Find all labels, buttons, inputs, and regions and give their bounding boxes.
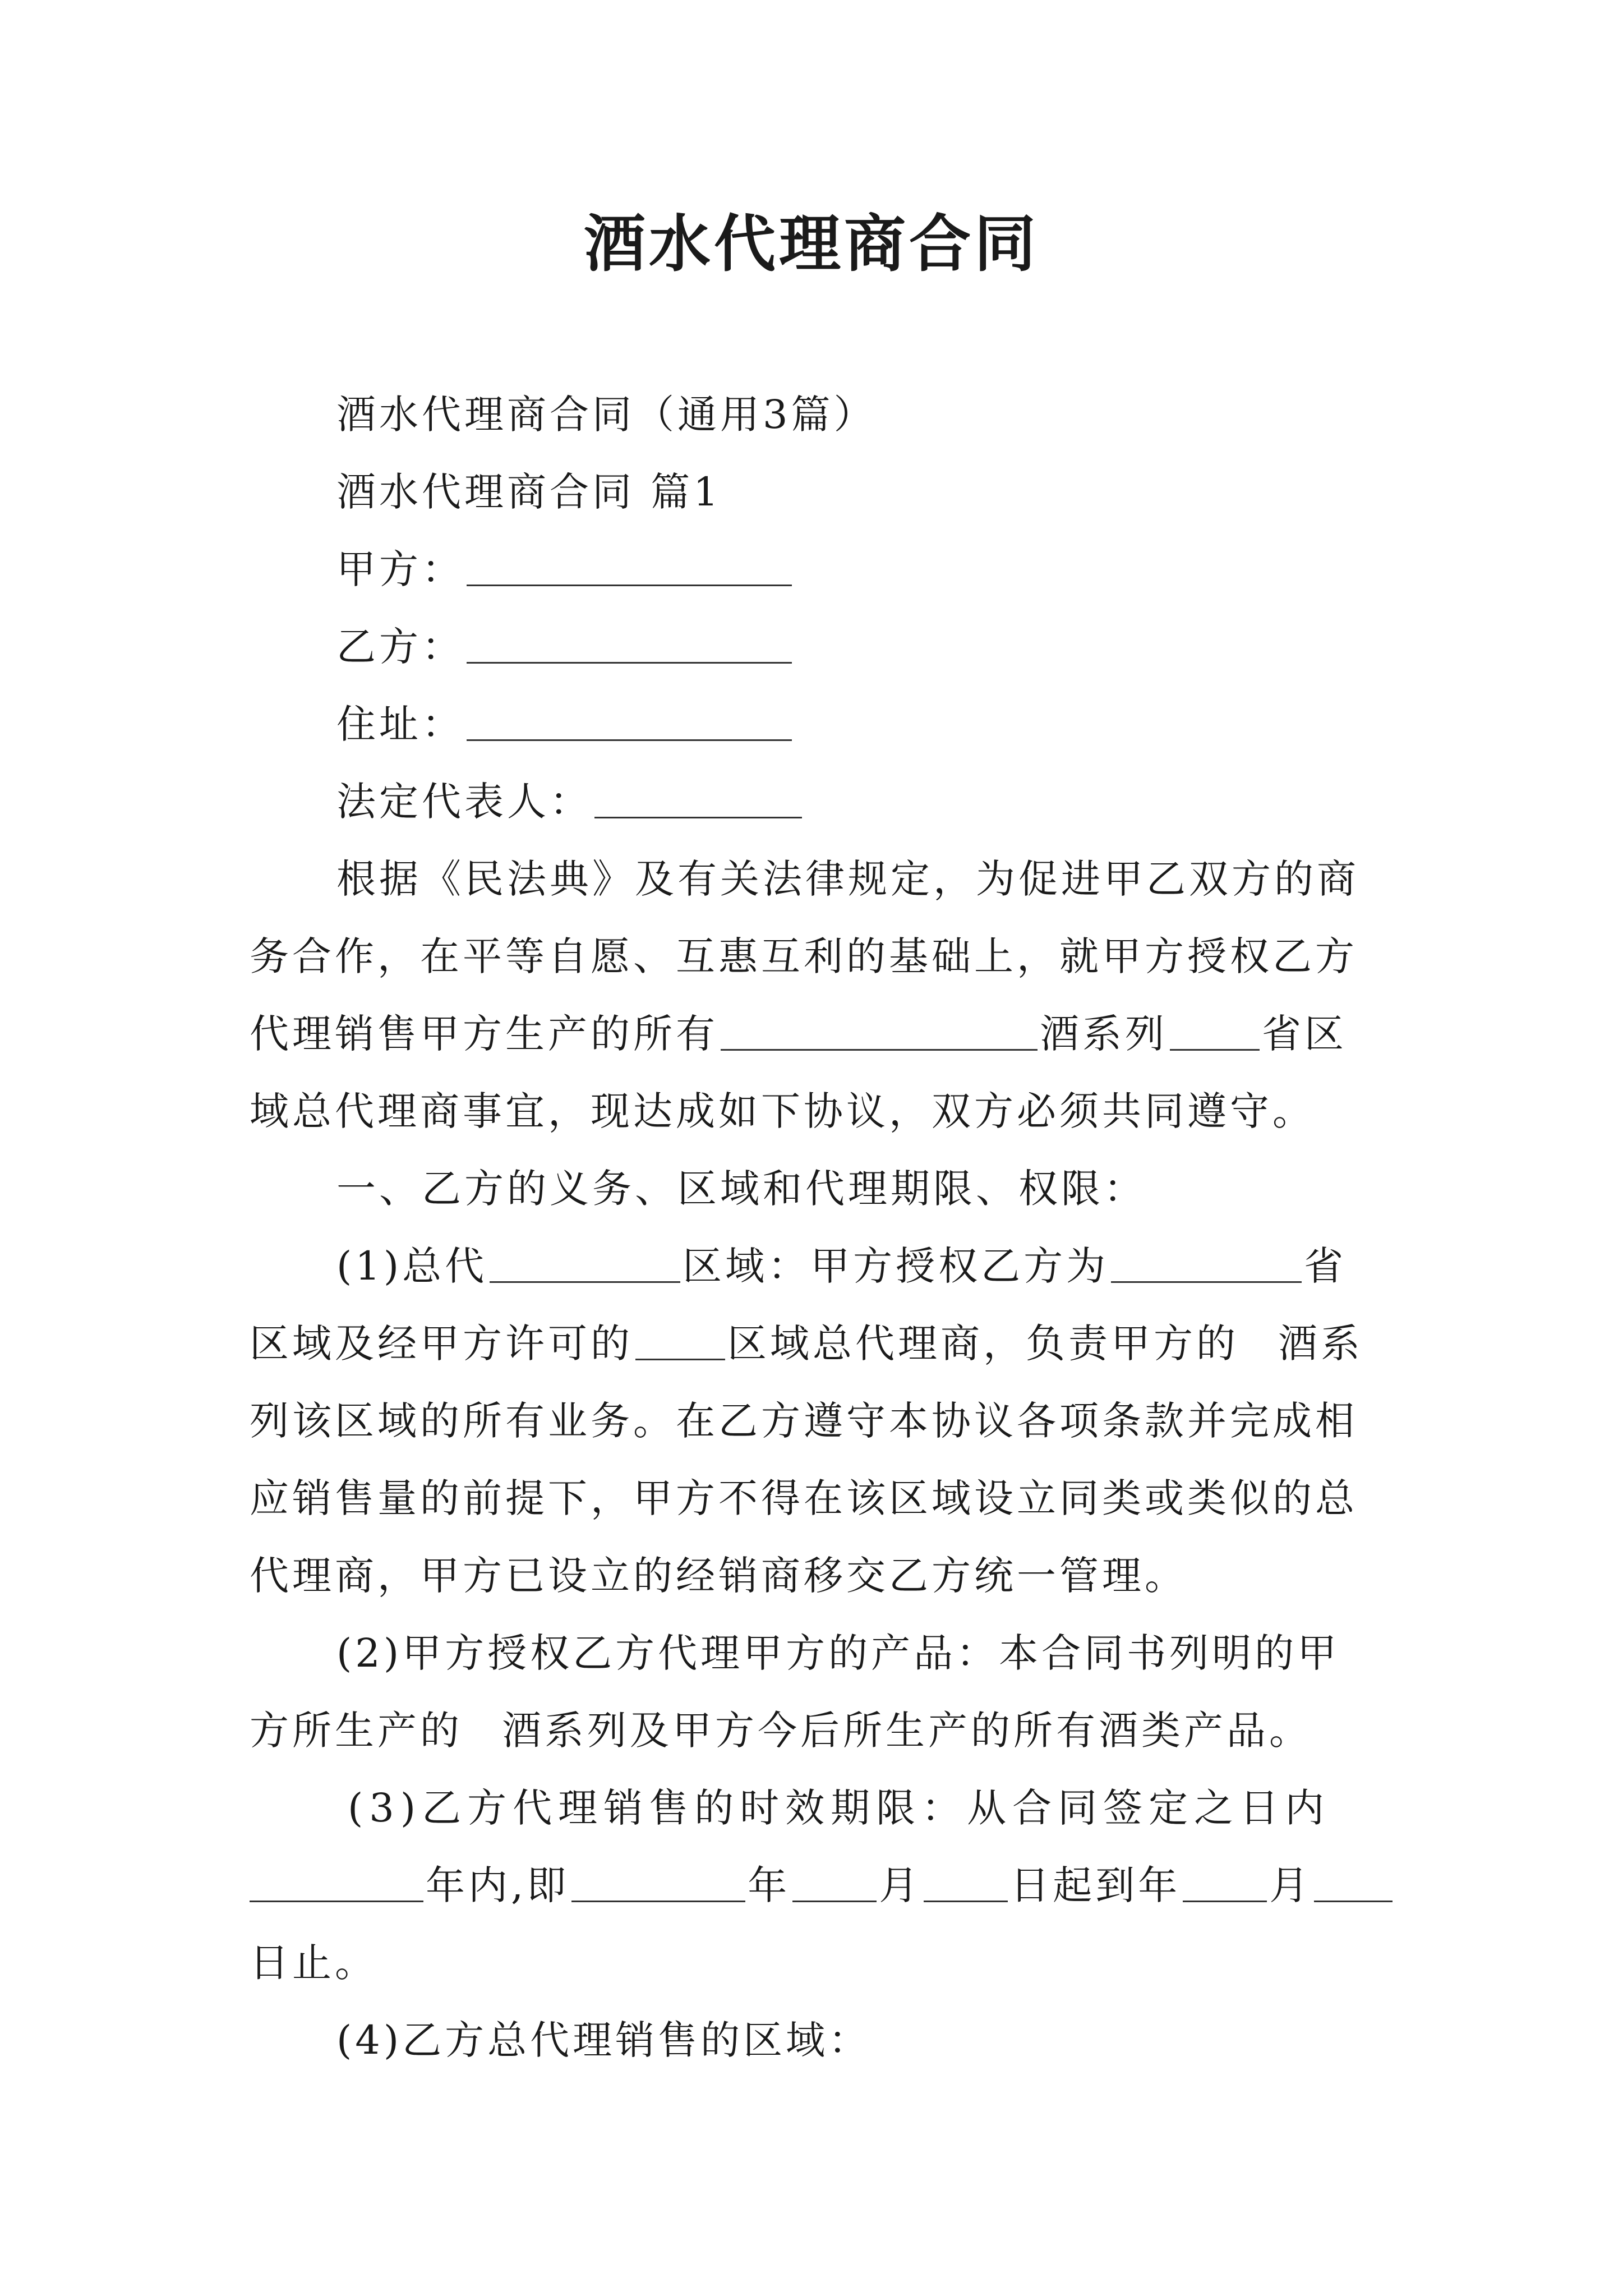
legal-rep-line — [250, 763, 1388, 840]
clause-3-line: 日止。 — [250, 1940, 377, 1986]
document-title: 酒水代理商合同 — [584, 208, 1039, 280]
legal-rep-label: 法定代表人： — [336, 779, 592, 825]
clause-text: (1)总代 — [336, 1243, 488, 1289]
preamble-line: 域总代理商事宜，现达成如下协议，双方必须共同遵守。 — [250, 1088, 1315, 1134]
clause-3-line — [250, 1847, 1388, 1924]
clause-text: 区域及经甲方许可的 — [250, 1320, 633, 1366]
party-a-label: 甲方： — [336, 546, 464, 592]
clause-1-line: 应销售量的前提下，甲方不得在该区域设立同类或类似的总 — [250, 1475, 1358, 1521]
end-month-blank — [1183, 1867, 1267, 1902]
province-blank — [1170, 1015, 1260, 1051]
years-blank — [250, 1867, 423, 1902]
preamble-text: 省区 — [1262, 1011, 1347, 1057]
clause-4-line: (4)乙方总代理销售的区域： — [336, 2017, 872, 2063]
clause-1-line — [250, 1227, 1388, 1305]
party-a-line — [250, 531, 1388, 608]
clause-text: 月 — [1269, 1862, 1312, 1908]
clause-1-line — [250, 1305, 1388, 1382]
preamble-line: 根据《民法典》及有关法律规定，为促进甲乙双方的商 — [336, 856, 1359, 902]
party-b-label: 乙方： — [336, 624, 464, 670]
clause-text: 年 — [748, 1862, 791, 1908]
clause-text: 酒系 — [1278, 1320, 1363, 1366]
party-a-blank — [467, 551, 792, 586]
region-blank — [490, 1248, 680, 1283]
clause-text: 日起到年 — [1010, 1862, 1181, 1908]
intro-part: 酒水代理商合同 篇1 — [336, 469, 722, 515]
clause-text: 区域：甲方授权乙方为 — [683, 1243, 1109, 1289]
end-day-blank — [1314, 1867, 1393, 1902]
preamble-line: 务合作，在平等自愿、互惠互利的基础上，就甲方授权乙方 — [250, 933, 1358, 979]
province-blank — [1111, 1248, 1302, 1283]
address-line — [250, 685, 1388, 763]
preamble-text: 代理销售甲方生产的所有 — [250, 1011, 718, 1057]
clause-2-line: (2)甲方授权乙方代理甲方的产品：本合同书列明的甲 — [336, 1630, 1340, 1676]
party-b-line — [250, 608, 1388, 685]
brand-blank — [721, 1015, 1038, 1051]
clause-text: 方所生产的 — [250, 1708, 463, 1754]
start-day-blank — [924, 1867, 1008, 1902]
clause-text: 酒系列及甲方今后所生产的所有酒类产品。 — [502, 1708, 1312, 1754]
clause-text: 区域总代理商，负责甲方的 — [727, 1320, 1239, 1366]
legal-rep-blank — [594, 783, 802, 818]
clause-text: 年内,即 — [426, 1862, 570, 1908]
party-b-blank — [467, 628, 792, 664]
intro-general: 酒水代理商合同（通用3篇） — [336, 392, 877, 438]
clause-2-line — [250, 1692, 1388, 1769]
start-month-blank — [792, 1867, 877, 1902]
address-label: 住址： — [336, 701, 464, 747]
document-body — [250, 376, 1388, 2079]
preamble-line — [250, 995, 1388, 1073]
clause-1-line: 列该区域的所有业务。在乙方遵守本协议各项条款并完成相 — [250, 1398, 1358, 1444]
preamble-text: 酒系列 — [1040, 1011, 1168, 1057]
region-blank — [635, 1325, 725, 1360]
clause-text: 月 — [879, 1862, 922, 1908]
section-heading: 一、乙方的义务、区域和代理期限、权限： — [336, 1166, 1146, 1212]
clause-1-line: 代理商，甲方已设立的经销商移交乙方统一管理。 — [250, 1553, 1187, 1599]
clause-3-line: (3)乙方代理销售的时效期限：从合同签定之日内 — [348, 1785, 1331, 1831]
address-blank — [467, 706, 792, 741]
start-year-blank — [571, 1867, 745, 1902]
clause-text: 省 — [1304, 1243, 1347, 1289]
